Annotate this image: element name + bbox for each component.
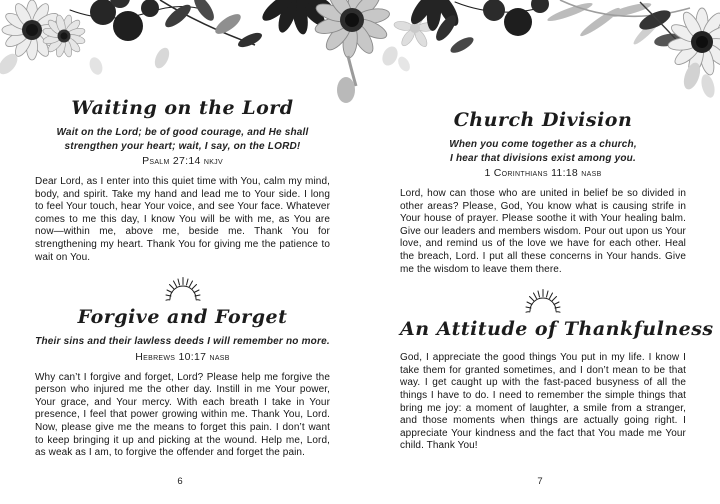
verse-line: I hear that divisions exist among you. bbox=[450, 152, 636, 164]
prayer-text: Dear Lord, as I enter into this quiet time with You, calm my mind, body, and spirit. Take my hand and lead me to Your side. I long to feel Your touch, hear Your voice, and see Your face. Whatever comes to me this day, I know You will be with me, as You are now—within me, above me, beside me. Thank You for strengthening my heart. Thank You for giving me the patience to wait on You. bbox=[35, 176, 330, 263]
section-attitude-of-thankfulness bbox=[400, 318, 714, 453]
section-church-division bbox=[400, 109, 686, 276]
prayer-text: God, I appreciate the good things You put in my life. I know I take them for granted sometimes, and I don’t mean to be that way. I get caught up with the fast-paced busyness of all the things I have to do. I need to remember the simple things that bring me joy: a moment of laughter, a smile from a stranger, and those moments when things are actually going right. I appreciate Your kindness and the fact that You made me Your child. Thank You! bbox=[400, 352, 686, 452]
scripture-verse bbox=[35, 335, 330, 349]
section-title: Waiting on the Lord bbox=[71, 97, 294, 119]
prayer-text: Why can’t I forgive and forget, Lord? Please help me forgive the person who injured me the other day. Instill in me Your power, Your grace, and Your mercy. With each breath I take in Your presence, I feel that power growing within me. Thank You, Lord. Now, please give me the means to forget this pain. I don’t want to keep bringing it up and picking at the wound. Help me, Lord, as weak as I am, to forgive the offender and forget the pain. bbox=[35, 371, 330, 459]
verse-line: When you come together as a church, bbox=[449, 139, 637, 150]
section-waiting-on-the-lord bbox=[35, 97, 330, 264]
verse-line: Wait on the Lord; be of good courage, and He shall bbox=[56, 127, 309, 138]
scripture-reference: Psalm 27:14 nkjv bbox=[142, 155, 223, 167]
scripture-reference: 1 Corinthians 11:18 nasb bbox=[484, 167, 602, 179]
verse-line: Their sins and their lawless deeds I will remember no more. bbox=[35, 336, 330, 348]
page-number: 6 bbox=[177, 476, 183, 487]
section-divider bbox=[400, 287, 686, 313]
sunrise-rays-icon bbox=[165, 275, 201, 301]
verse-line: strengthen your heart; wait, I say, on the LORD! bbox=[64, 140, 301, 152]
page-number: 7 bbox=[537, 476, 543, 487]
right-page bbox=[360, 0, 720, 504]
prayer-text: Lord, how can those who are united in belief be so divided in other areas? Please, God, You know what is causing strife in Your house of prayer. Please soothe it with Your healing balm. Give our leaders and members wisdom. Pour out upon us Your love, and remind us of the love we have for each other. Heal the breach, Lord. I put all these concerns in Your hands. Give me the wisdom to leave them there. bbox=[400, 188, 686, 275]
section-forgive-and-forget bbox=[35, 306, 330, 460]
scripture-verse bbox=[35, 126, 330, 153]
scripture-reference: Hebrews 10:17 nasb bbox=[135, 350, 230, 363]
section-title: Forgive and Forget bbox=[77, 306, 288, 329]
sunrise-rays-icon bbox=[525, 287, 561, 313]
scripture-verse bbox=[400, 138, 686, 165]
section-title: Church Division bbox=[453, 109, 633, 131]
section-divider bbox=[35, 275, 330, 301]
section-title: An Attitude of Thankfulness bbox=[400, 318, 714, 341]
